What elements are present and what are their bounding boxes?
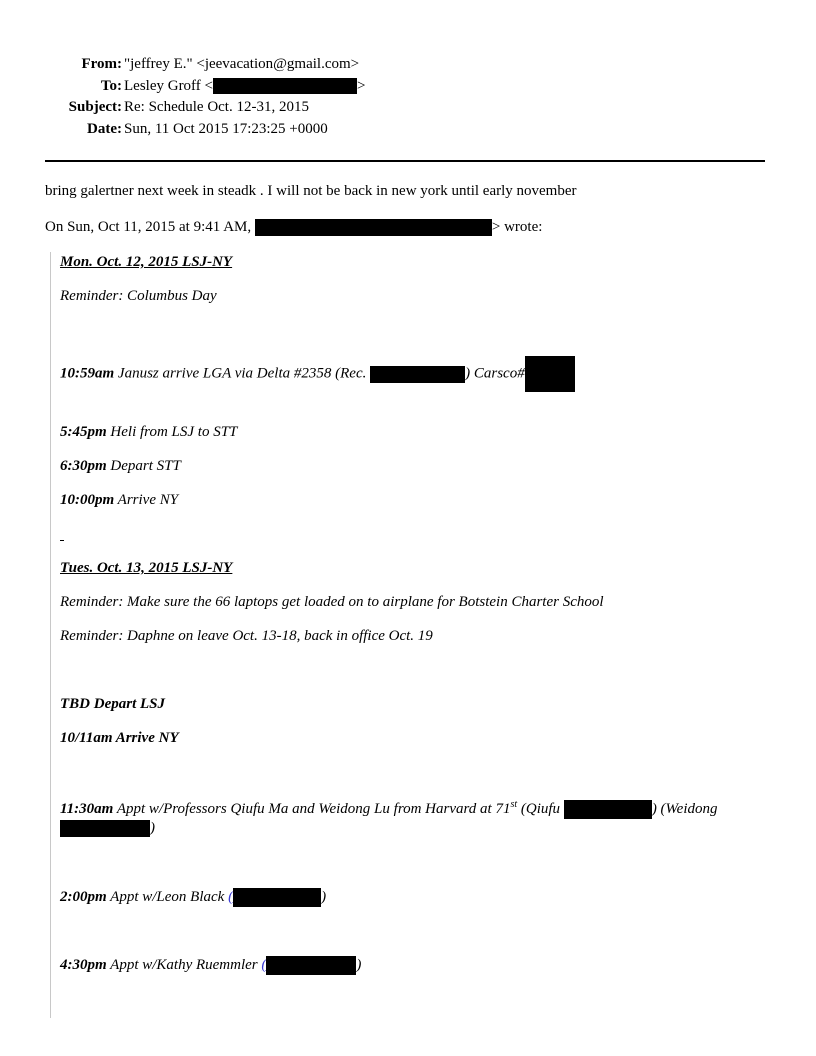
entry-time: 10:00pm (60, 492, 115, 508)
schedule-entry (60, 424, 237, 441)
schedule-entry (60, 800, 718, 819)
schedule-entry (60, 356, 575, 392)
entry-text: ) Carsco# (465, 365, 525, 382)
from-value: "jeffrey E." <jeevacation@gmail.com> (124, 56, 360, 72)
subject-label: Subject: (68, 99, 122, 115)
day-heading-tue: Tues. Oct. 13, 2015 LSJ-NY (60, 560, 233, 576)
to-label: To: (100, 77, 122, 94)
schedule-entry: 10/11am Arrive NY (60, 730, 179, 746)
redaction-box (255, 219, 492, 236)
entry-time: 11:30am (60, 800, 114, 817)
entry-time: 4:30pm (60, 956, 107, 973)
redaction-box (266, 956, 356, 975)
date-label: Date: (87, 120, 122, 137)
schedule-entry (60, 492, 178, 509)
entry-text: Arrive NY (117, 492, 179, 508)
entry-text: Appt w/Leon Black (110, 888, 225, 905)
entry-text: ) (356, 956, 362, 973)
to-row (0, 76, 816, 98)
day-heading-mon: Mon. Oct. 12, 2015 LSJ-NY (60, 254, 233, 270)
header-divider (45, 160, 765, 162)
attribution-prefix: On Sun, Oct 11, 2015 at 9:41 AM, (45, 219, 252, 235)
redaction-box (60, 820, 150, 837)
redaction-box (525, 356, 575, 392)
entry-time: 5:45pm (60, 424, 107, 440)
subject-row (0, 97, 816, 119)
entry-text: Appt w/Professors Qiufu Ma and Weidong Lu from Harvard at 71 (116, 800, 511, 817)
entry-time: 2:00pm (60, 888, 107, 905)
subject-value: Re: Schedule Oct. 12-31, 2015 (124, 99, 309, 115)
to-close: > (357, 77, 366, 94)
from-row (0, 54, 816, 76)
reply-text: bring galertner next week in steadk . I will not be back in new york until early november (45, 183, 577, 199)
attribution-suffix: > wrote: (491, 219, 543, 235)
schedule-entry (60, 956, 361, 975)
entry-sup: st (510, 798, 518, 810)
entry-text: ) (321, 888, 327, 905)
redaction-box (370, 366, 465, 383)
from-label: From: (81, 56, 122, 72)
mon-reminder: Reminder: Columbus Day (60, 288, 217, 304)
entry-text: ) (Weidong (651, 800, 718, 817)
entry-text: Janusz arrive LGA via Delta #2358 (Rec. (117, 365, 367, 382)
entry-text: Appt w/Kathy Ruemmler (110, 956, 258, 973)
date-row (0, 119, 816, 141)
tue-reminder: Reminder: Make sure the 66 laptops get loaded on to airplane for Botstein Charter School (60, 594, 604, 610)
phone-link[interactable]: ( (261, 956, 267, 973)
entry-text: Depart STT (110, 458, 181, 474)
schedule-entry-cont (60, 820, 155, 837)
quote-attribution (45, 219, 542, 236)
entry-text: ) (150, 820, 155, 836)
stray-mark (60, 540, 64, 541)
quote-bar (50, 252, 51, 1018)
date-value: Sun, 11 Oct 2015 17:23:25 +0000 (124, 120, 328, 137)
to-name: Lesley Groff < (124, 77, 213, 94)
entry-text: (Qiufu (520, 800, 561, 817)
entry-text: Heli from LSJ to STT (110, 424, 238, 440)
email-header (0, 54, 816, 140)
tue-reminder: Reminder: Daphne on leave Oct. 13-18, back in office Oct. 19 (60, 628, 433, 644)
redaction-box (233, 888, 321, 907)
redaction-box (564, 800, 652, 819)
schedule-entry (60, 888, 326, 907)
entry-time: 10:59am (60, 365, 115, 382)
redaction-box (213, 78, 357, 94)
phone-link[interactable]: ( (228, 888, 234, 905)
to-value (124, 76, 365, 98)
entry-time: 6:30pm (60, 458, 107, 474)
schedule-entry: TBD Depart LSJ (60, 696, 165, 712)
schedule-entry (60, 458, 181, 475)
